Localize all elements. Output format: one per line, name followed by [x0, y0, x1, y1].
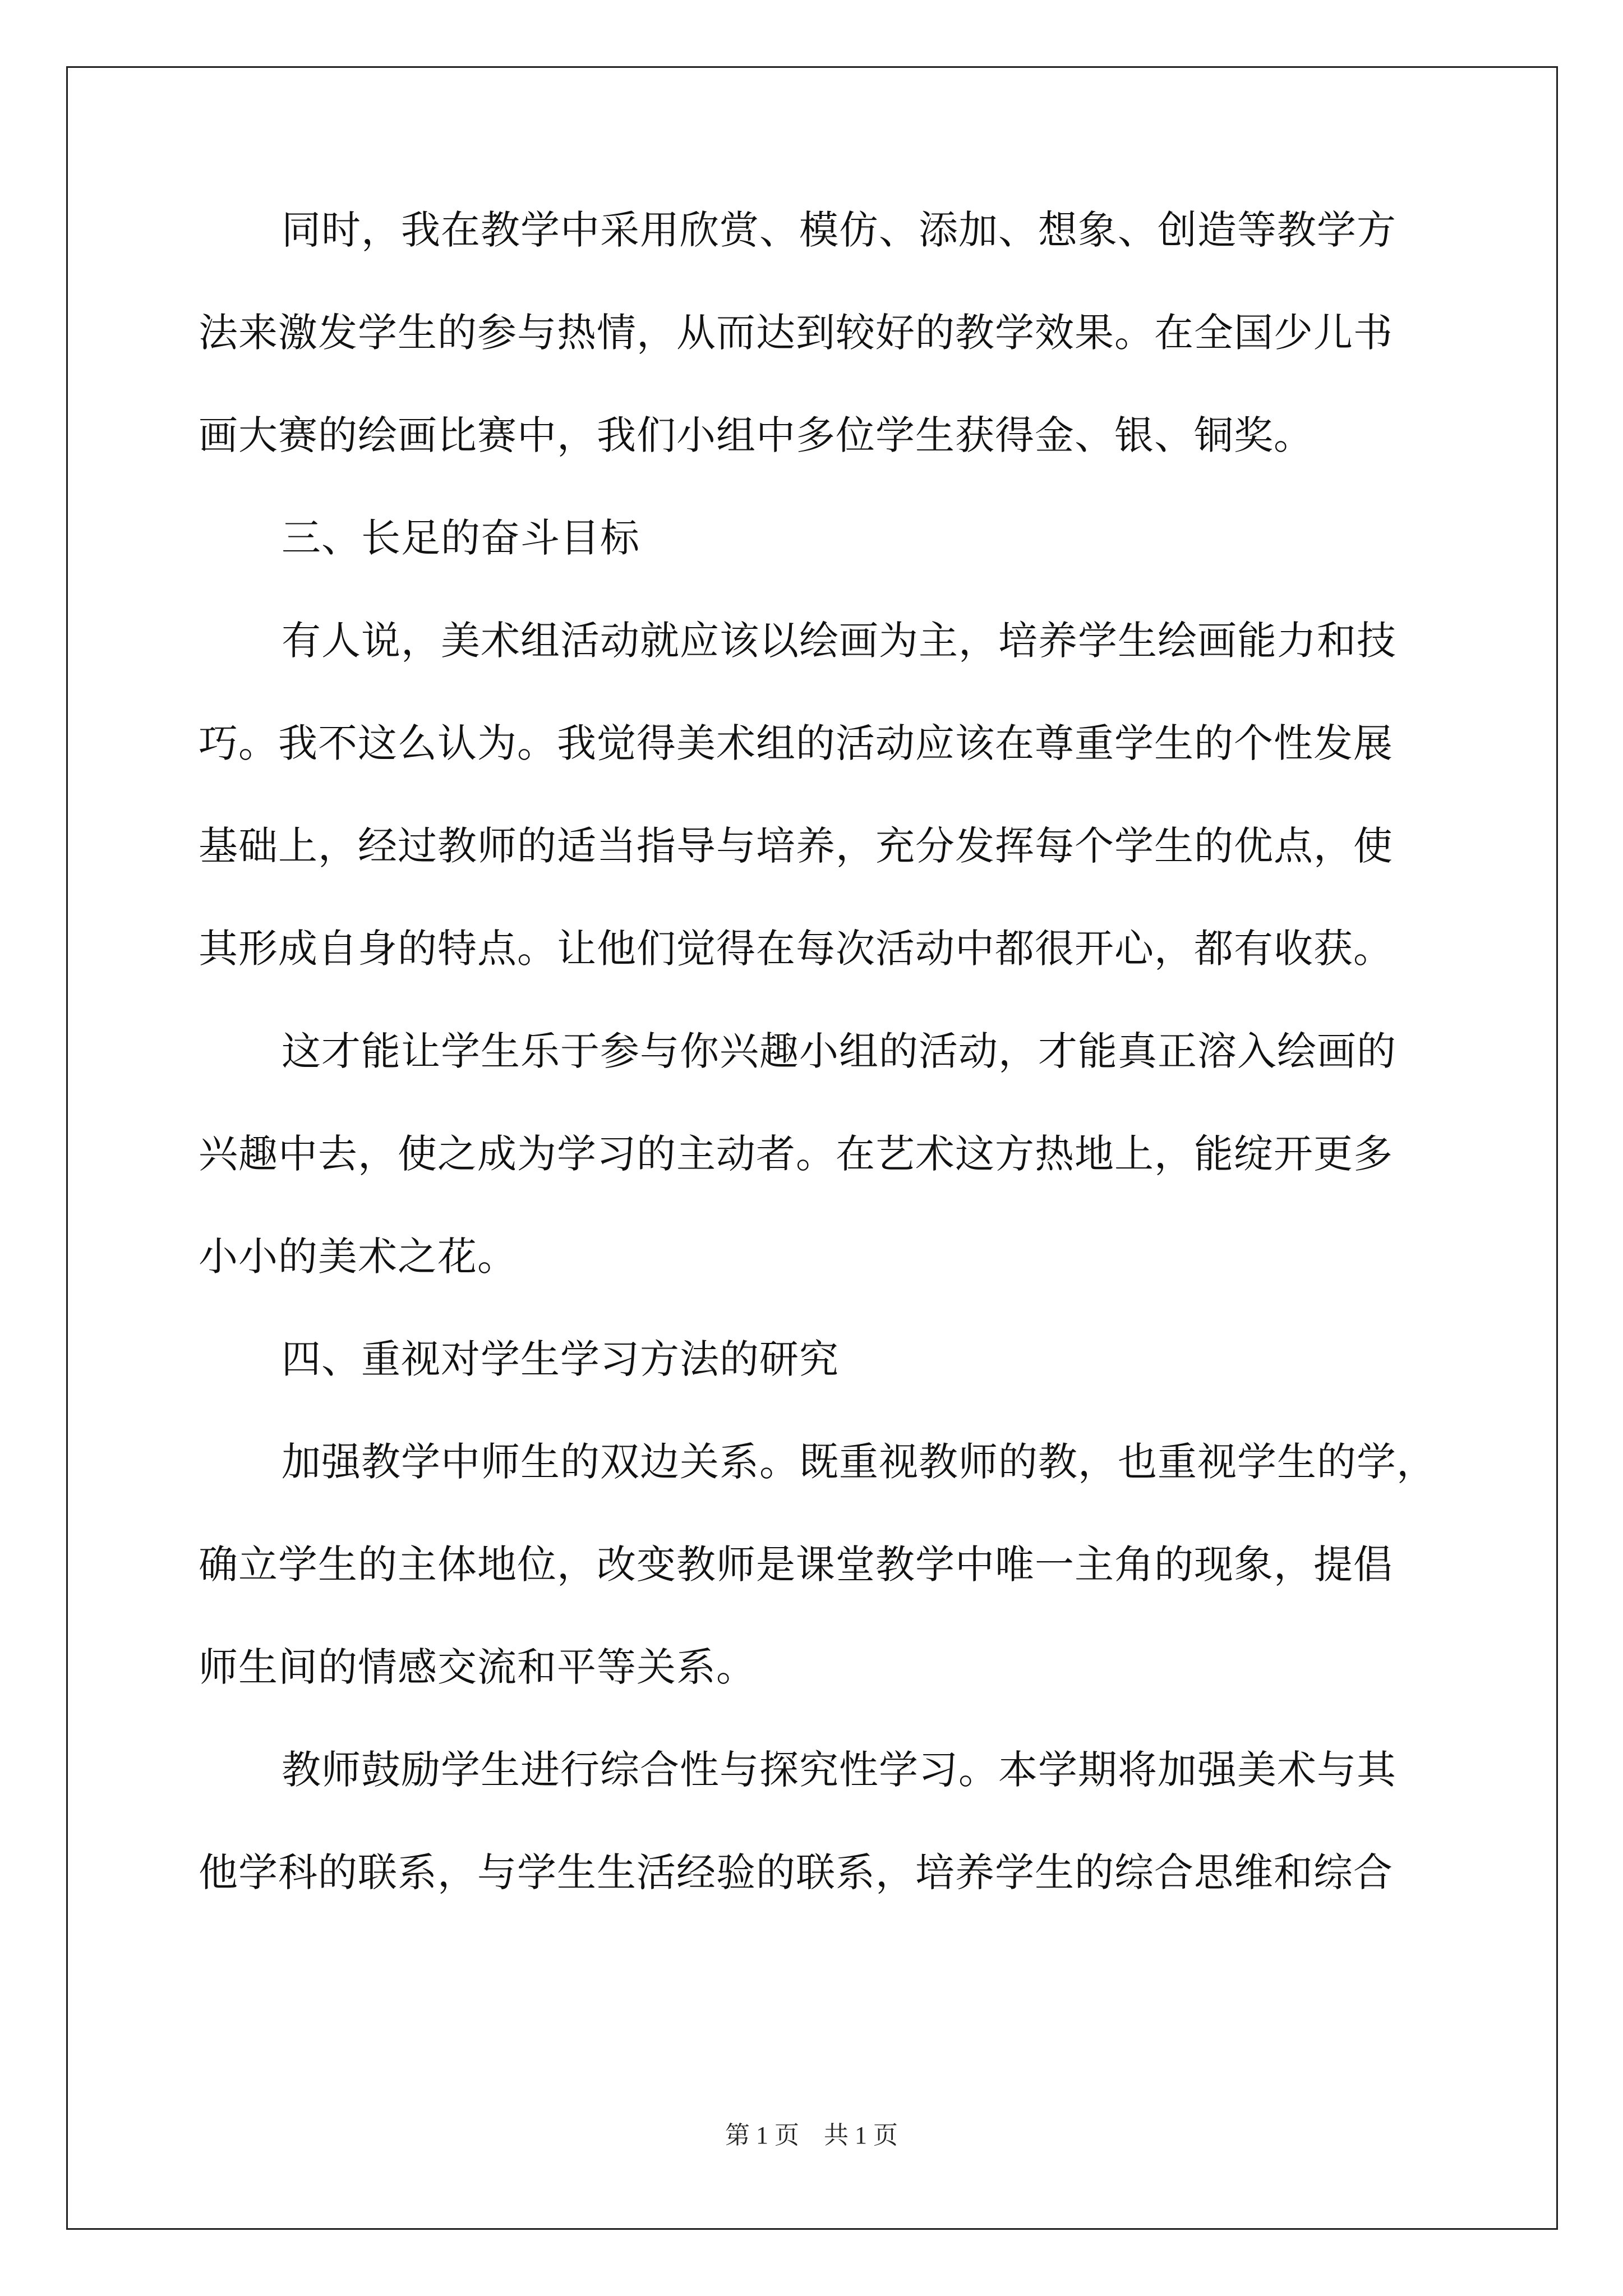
paragraph-line: 他学科的联系，与学生生活经验的联系，培养学生的综合思维和综合: [199, 1849, 1393, 1895]
paragraph-line: 同时，我在教学中采用欣赏、模仿、添加、想象、创造等教学方: [282, 207, 1396, 253]
section-heading: 四、重视对学生学习方法的研究: [282, 1336, 839, 1382]
paragraph-line: 小小的美术之花。: [199, 1234, 517, 1280]
paragraph-line: 师生间的情感交流和平等关系。: [199, 1644, 756, 1690]
paragraph-line: 巧。我不这么认为。我觉得美术组的活动应该在尊重学生的个性发展: [199, 720, 1393, 766]
paragraph-line: 有人说，美术组活动就应该以绘画为主，培养学生绘画能力和技: [282, 618, 1396, 664]
paragraph-line: 兴趣中去，使之成为学习的主动者。在艺术这方热地上，能绽开更多: [199, 1131, 1393, 1177]
paragraph-line: 基础上，经过教师的适当指导与培养，充分发挥每个学生的优点，使: [199, 823, 1393, 869]
paragraph-line: 确立学生的主体地位，改变教师是课堂教学中唯一主角的现象，提倡: [199, 1542, 1393, 1588]
paragraph-line: 加强教学中师生的双边关系。既重视教师的教，也重视学生的学，: [282, 1439, 1436, 1485]
paragraph-line: 其形成自身的特点。让他们觉得在每次活动中都很开心，都有收获。: [199, 926, 1393, 972]
section-heading: 三、长足的奋斗目标: [282, 515, 640, 561]
paragraph-line: 教师鼓励学生进行综合性与探究性学习。本学期将加强美术与其: [282, 1747, 1396, 1793]
paragraph-line: 这才能让学生乐于参与你兴趣小组的活动，才能真正溶入绘画的: [282, 1028, 1396, 1074]
page-number-footer: 第 1 页 共 1 页: [725, 2122, 898, 2149]
paragraph-line: 画大赛的绘画比赛中，我们小组中多位学生获得金、银、铜奖。: [199, 412, 1313, 458]
document-body: [199, 207, 1438, 1955]
paragraph-line: 法来激发学生的参与热情，从而达到较好的教学效果。在全国少儿书: [199, 310, 1393, 356]
